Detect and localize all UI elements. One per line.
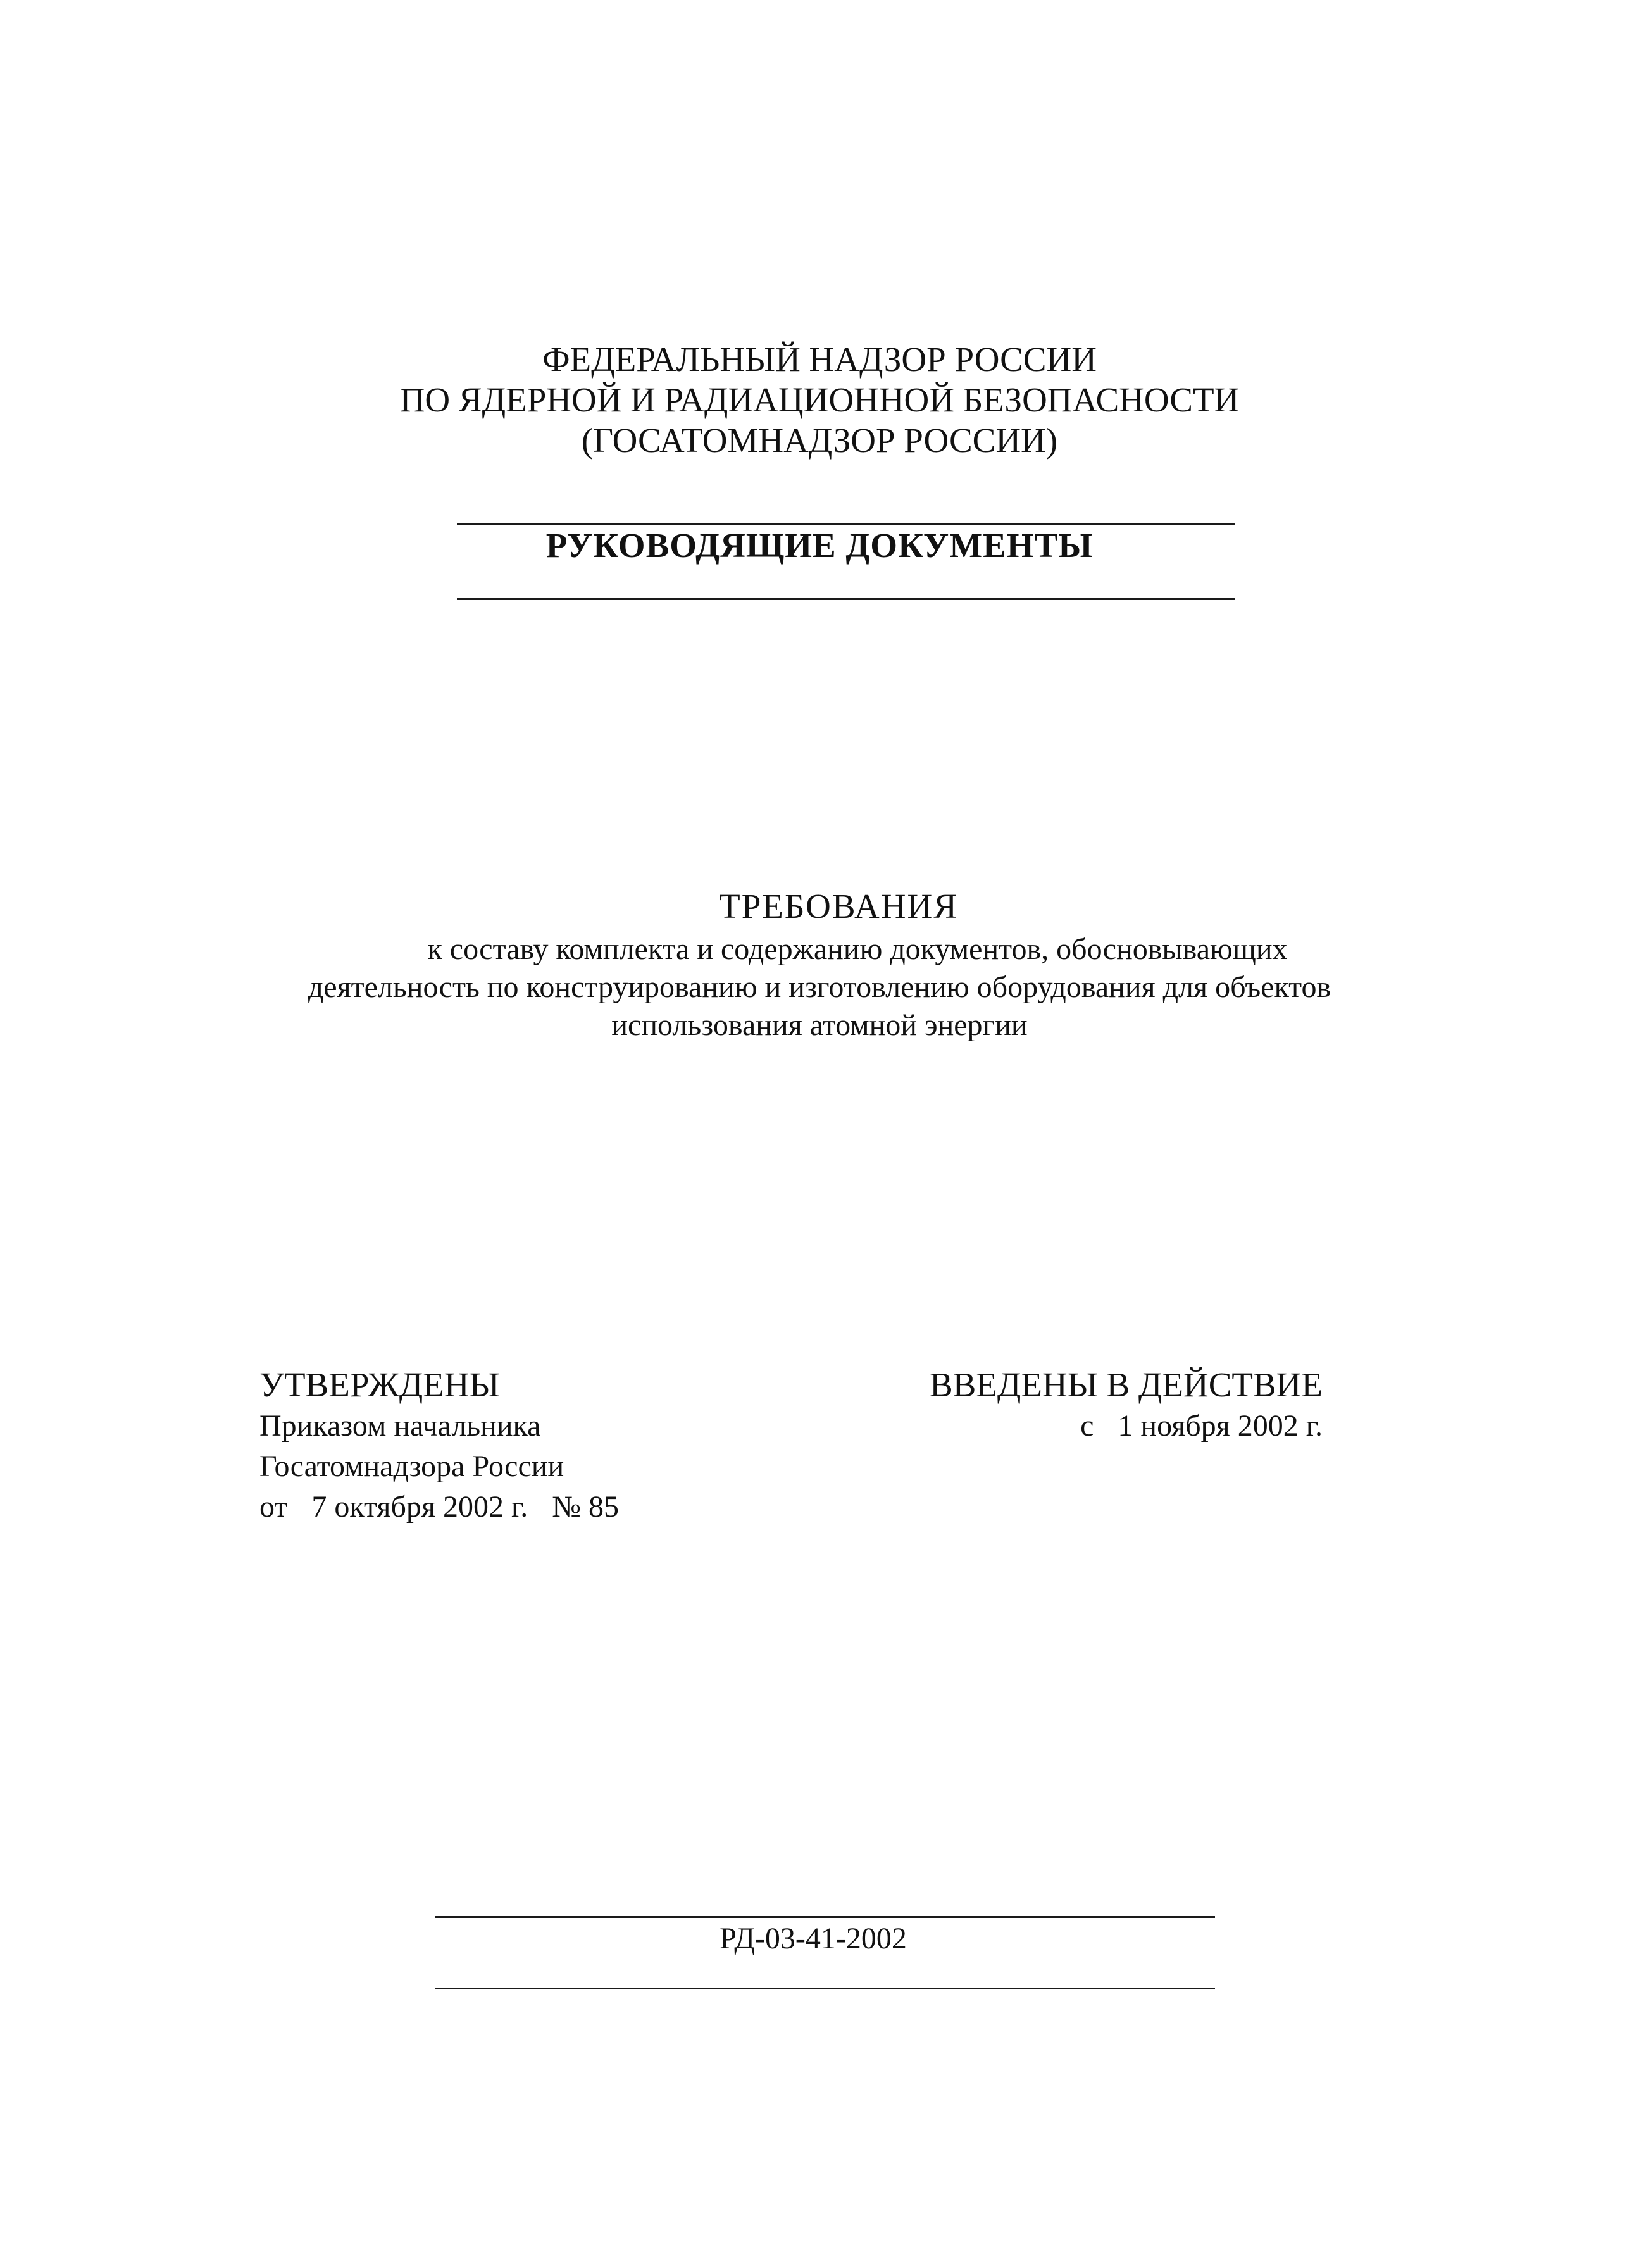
effective-block [930,1364,1323,1446]
agency-abbreviation: (ГОСАТОМНАДЗОР РОССИИ) [581,421,1058,460]
approval-number: № 85 [552,1490,620,1524]
agency-name-line-1: ФЕДЕРАЛЬНЫЙ НАДЗОР РОССИИ [542,340,1097,379]
approval-authority-line: Госатомнадзора России [259,1450,564,1483]
approval-label: УТВЕРЖДЕНЫ [259,1365,500,1404]
footer-bottom-rule [435,1988,1215,1989]
section-bottom-rule [457,598,1235,600]
section-top-rule [457,523,1235,525]
document-code: РД-03-41-2002 [720,1922,907,1955]
approval-date-line [259,1487,619,1527]
document-subtitle-line-3: использования атомной энергии [611,1008,1028,1042]
approval-order-line: Приказом начальника [259,1409,541,1443]
section-heading: РУКОВОДЯЩИЕ ДОКУМЕНТЫ [545,526,1094,565]
document-subtitle-line-1: к составу комплекта и содержанию документов, обосновывающих [427,932,1288,966]
effective-date-line [930,1406,1323,1446]
approval-block [259,1364,619,1527]
effective-label: ВВЕДЕНЫ В ДЕЙСТВИЕ [929,1365,1323,1404]
effective-date: 1 ноября 2002 г. [1118,1409,1323,1443]
document-subtitle-line-2: деятельность по конструированию и изготовлению оборудования для объектов [308,970,1331,1004]
effective-date-prefix: с [1080,1409,1094,1443]
document-title: ТРЕБОВАНИЯ [719,887,958,925]
footer-top-rule [435,1916,1215,1918]
agency-name-line-2: ПО ЯДЕРНОЙ И РАДИАЦИОННОЙ БЕЗОПАСНОСТИ [399,380,1240,419]
approval-date-prefix: от [259,1490,288,1524]
approval-date: 7 октября 2002 г. [311,1490,528,1524]
